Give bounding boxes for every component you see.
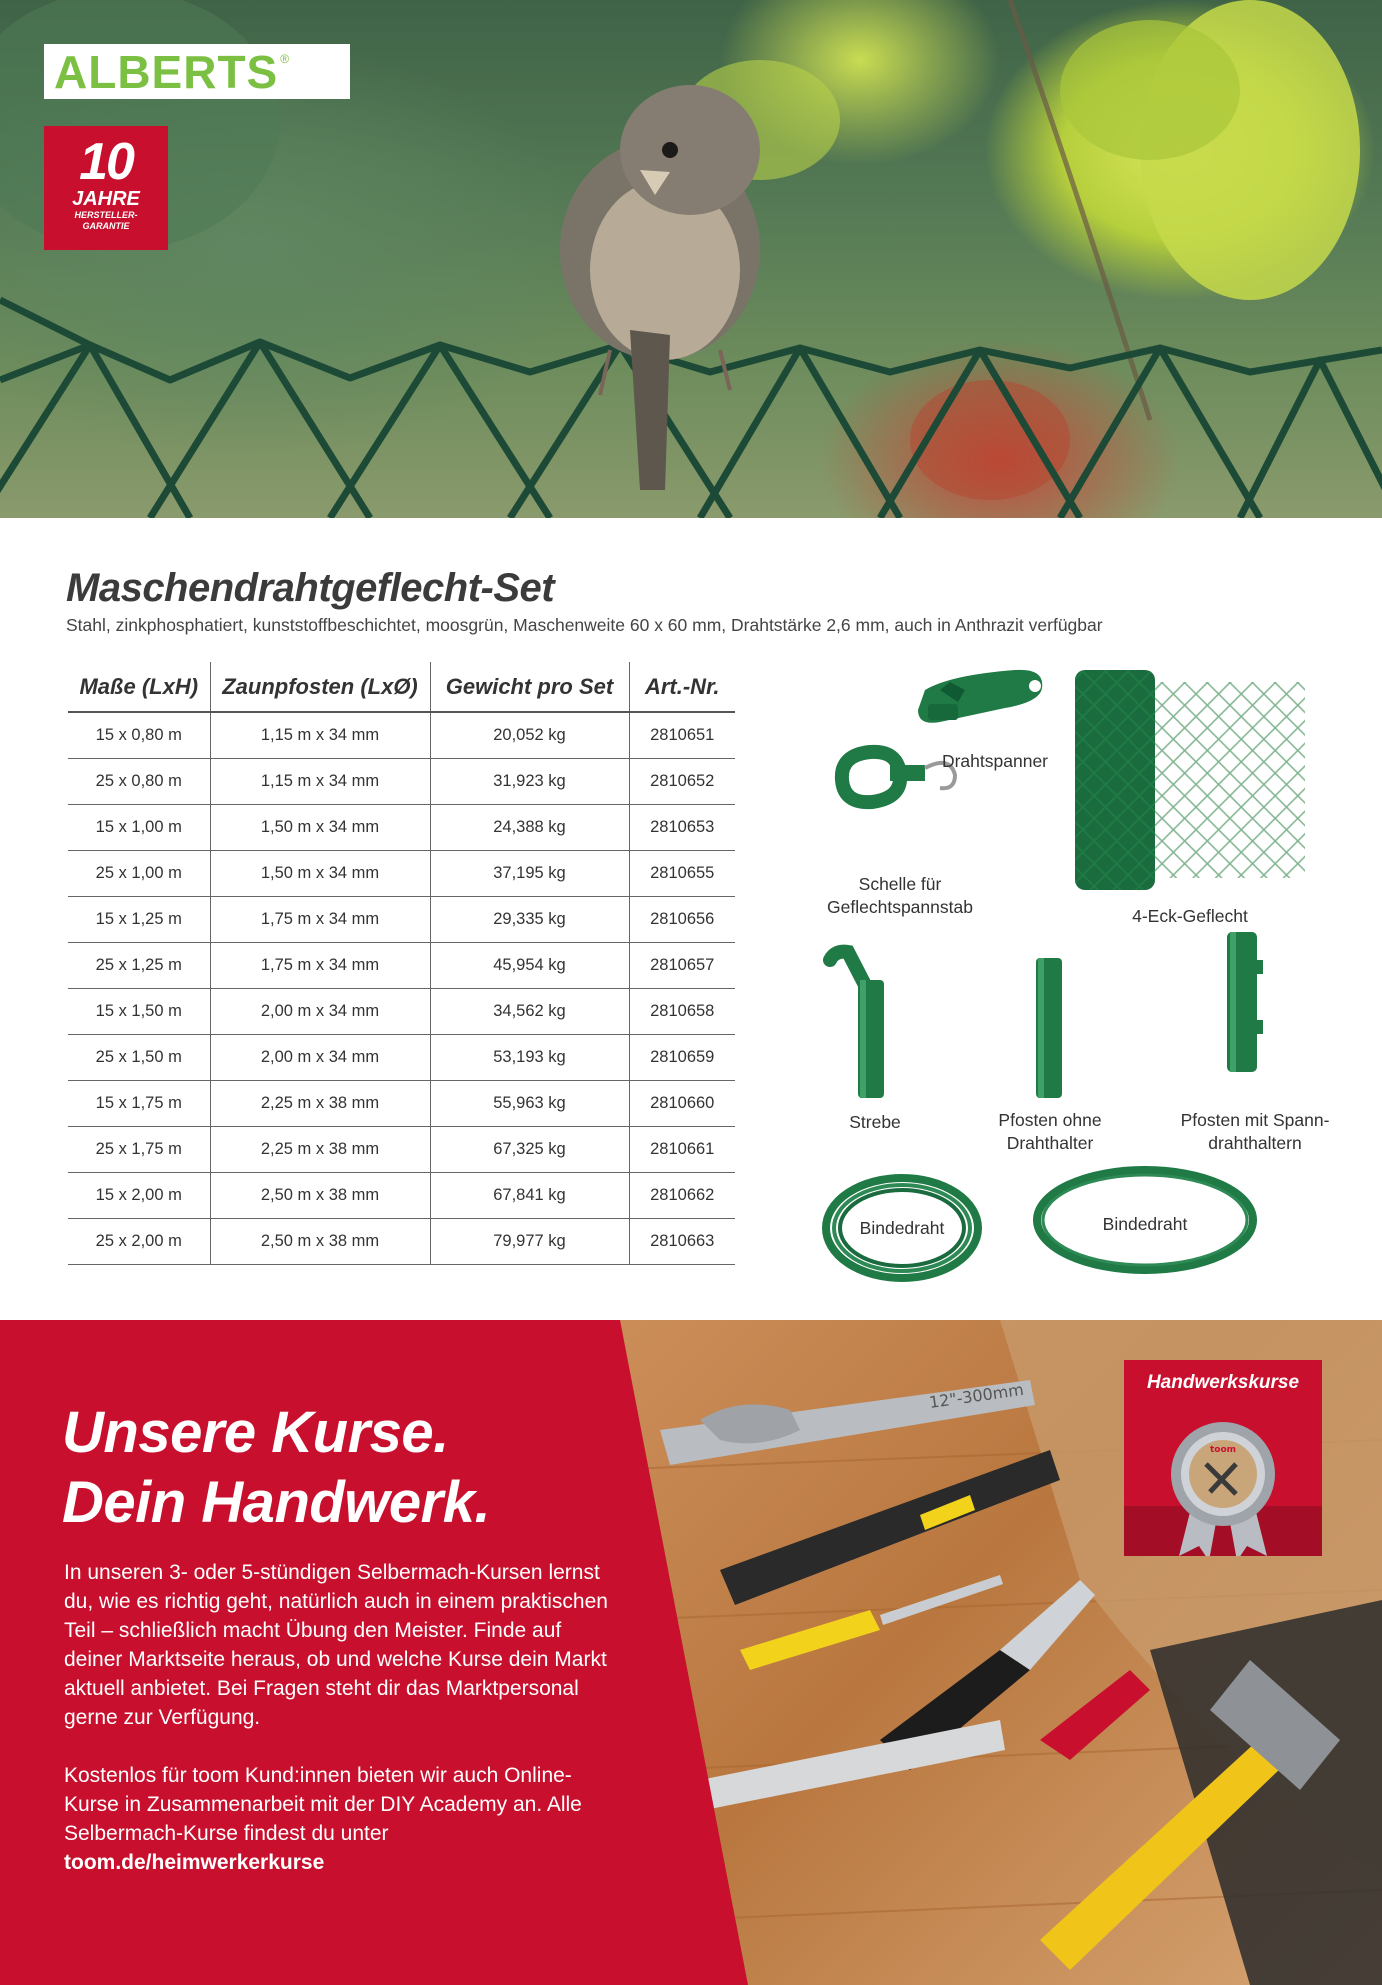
cell-article: 2810655: [629, 850, 735, 896]
label-pfosten-ohne-line2: Drahthalter: [1006, 1133, 1094, 1153]
table-row: [68, 1218, 735, 1264]
product-title: Maschendrahtgeflecht-Set: [66, 566, 555, 610]
cell-weight: 45,954 kg: [430, 942, 629, 988]
cell-posts: 2,00 m x 34 mm: [210, 1034, 430, 1080]
cell-weight: 55,963 kg: [430, 1080, 629, 1126]
courses-link[interactable]: toom.de/heimwerkerkurse: [64, 1851, 325, 1874]
courses-paragraph-2: [64, 1761, 624, 1877]
cell-weight: 37,195 kg: [430, 850, 629, 896]
cell-dimensions: 25 x 1,00 m: [68, 850, 210, 896]
table-row: [68, 942, 735, 988]
cell-dimensions: 25 x 1,50 m: [68, 1034, 210, 1080]
header-weight: Gewicht pro Set: [430, 662, 629, 712]
cell-dimensions: 25 x 1,25 m: [68, 942, 210, 988]
pfosten-ohne-icon: [1036, 958, 1062, 1098]
header-dimensions: Maße (LxH): [68, 662, 210, 712]
cell-weight: 53,193 kg: [430, 1034, 629, 1080]
cell-posts: 2,25 m x 38 mm: [210, 1126, 430, 1172]
drahtspanner-icon: [918, 670, 1042, 723]
cell-posts: 1,50 m x 34 mm: [210, 804, 430, 850]
warranty-years-number: 10: [79, 133, 133, 191]
cell-dimensions: 25 x 0,80 m: [68, 758, 210, 804]
label-pfosten-mit-line1: Pfosten mit Spann-: [1180, 1110, 1330, 1130]
cell-dimensions: 15 x 1,75 m: [68, 1080, 210, 1126]
cell-article: 2810656: [629, 896, 735, 942]
cell-article: 2810659: [629, 1034, 735, 1080]
cell-article: 2810660: [629, 1080, 735, 1126]
cell-article: 2810663: [629, 1218, 735, 1264]
table-row: [68, 896, 735, 942]
parts-illustration: [800, 660, 1360, 1300]
cell-dimensions: 15 x 1,50 m: [68, 988, 210, 1034]
cell-article: 2810658: [629, 988, 735, 1034]
cell-dimensions: 15 x 1,25 m: [68, 896, 210, 942]
warranty-years-label: JAHRE: [72, 188, 140, 210]
strebe-icon: [830, 952, 884, 1098]
courses-paragraph-1: In unseren 3- oder 5-stündigen Selbermach-Kursen lernst du, wie es richtig geht, natürlich auch in einem praktischen Teil – schließlich macht Übung den Meister. Finde auf deiner Marktseite heraus, ob und welche Kurse dein Markt aktuell anbietet. Bei Fragen steht dir das Marktpersonal gerne zur Verfügung.: [64, 1561, 608, 1729]
courses-title-line2: Dein Handwerk.: [62, 1470, 491, 1535]
warranty-sub-line2: GARANTIE: [82, 221, 130, 231]
registered-mark: ®: [280, 52, 290, 66]
bird: [560, 85, 760, 490]
cell-dimensions: 25 x 1,75 m: [68, 1126, 210, 1172]
geflecht-roll-icon: [1075, 670, 1305, 890]
label-bindedraht-2: Bindedraht: [1102, 1214, 1188, 1234]
label-pfosten-mit-line2: drahthaltern: [1208, 1133, 1302, 1153]
label-schelle: [800, 873, 1000, 919]
label-pfosten-ohne: [975, 1109, 1125, 1155]
label-drahtspanner: Drahtspanner: [941, 751, 1049, 771]
handwerkskurse-badge: [1124, 1360, 1322, 1556]
cell-weight: 31,923 kg: [430, 758, 629, 804]
label-pfosten-mit: [1155, 1109, 1355, 1155]
courses-paragraph-2-text: Kostenlos für toom Kund:innen bieten wir auch Online-Kurse in Zusammenarbeit mit der DIY Academy an. Alle Selbermach-Kurse findest du unter: [64, 1764, 582, 1845]
spec-table-header-row: [68, 662, 735, 712]
cell-posts: 2,50 m x 38 mm: [210, 1218, 430, 1264]
hero-image: [0, 0, 1382, 518]
seal-icon: [1124, 1406, 1322, 1556]
cell-weight: 29,335 kg: [430, 896, 629, 942]
courses-section: [0, 1320, 1382, 1985]
label-geflecht: 4-Eck-Geflecht: [1132, 906, 1248, 926]
cell-posts: 1,50 m x 34 mm: [210, 850, 430, 896]
cell-dimensions: 25 x 2,00 m: [68, 1218, 210, 1264]
cell-posts: 2,00 m x 34 mm: [210, 988, 430, 1034]
warranty-badge: [44, 126, 168, 250]
cell-posts: 1,15 m x 34 mm: [210, 712, 430, 758]
spec-table: [68, 662, 735, 1265]
seal-text: toom: [1209, 1445, 1237, 1455]
cell-weight: 24,388 kg: [430, 804, 629, 850]
cell-posts: 2,50 m x 38 mm: [210, 1172, 430, 1218]
cell-weight: 34,562 kg: [430, 988, 629, 1034]
label-bindedraht-1: Bindedraht: [859, 1218, 945, 1238]
product-description: Stahl, zinkphosphatiert, kunststoffbeschichtet, moosgrün, Maschenweite 60 x 60 mm, Drahtstärke 2,6 mm, auch in Anthrazit verfügbar: [66, 615, 1103, 635]
cell-weight: 67,325 kg: [430, 1126, 629, 1172]
label-schelle-line2: Geflechtspannstab: [827, 897, 973, 917]
cell-posts: 1,75 m x 34 mm: [210, 896, 430, 942]
cell-article: 2810662: [629, 1172, 735, 1218]
table-row: [68, 758, 735, 804]
cell-dimensions: 15 x 1,00 m: [68, 804, 210, 850]
courses-title-line1: Unsere Kurse.: [62, 1400, 449, 1465]
alberts-logo: [44, 44, 350, 99]
cell-posts: 1,15 m x 34 mm: [210, 758, 430, 804]
cell-posts: 2,25 m x 38 mm: [210, 1080, 430, 1126]
header-fence-posts: Zaunpfosten (LxØ): [210, 662, 430, 712]
cell-weight: 67,841 kg: [430, 1172, 629, 1218]
label-schelle-line1: Schelle für: [858, 874, 942, 894]
table-row: [68, 1126, 735, 1172]
cell-dimensions: 15 x 2,00 m: [68, 1172, 210, 1218]
cell-posts: 1,75 m x 34 mm: [210, 942, 430, 988]
cell-article: 2810653: [629, 804, 735, 850]
table-row: [68, 988, 735, 1034]
table-row: [68, 804, 735, 850]
table-row: [68, 712, 735, 758]
cell-article: 2810652: [629, 758, 735, 804]
cell-dimensions: 15 x 0,80 m: [68, 712, 210, 758]
cell-article: 2810657: [629, 942, 735, 988]
handwerkskurse-badge-title: Handwerkskurse: [1146, 1372, 1300, 1393]
cell-article: 2810651: [629, 712, 735, 758]
table-row: [68, 850, 735, 896]
cell-weight: 20,052 kg: [430, 712, 629, 758]
logo-text: ALBERTS: [54, 45, 279, 98]
cell-weight: 79,977 kg: [430, 1218, 629, 1264]
warranty-sub-line1: HERSTELLER-: [74, 210, 138, 220]
fence-parts-gallery: [800, 660, 1360, 1300]
courses-title: [62, 1398, 490, 1538]
ruler-label: 12"-300mm: [927, 1379, 1025, 1412]
courses-body: [64, 1558, 624, 1877]
label-pfosten-ohne-line1: Pfosten ohne: [998, 1110, 1102, 1130]
pfosten-mit-icon: [1227, 932, 1263, 1072]
cell-article: 2810661: [629, 1126, 735, 1172]
header-article-number: Art.-Nr.: [629, 662, 735, 712]
label-strebe: Strebe: [849, 1112, 901, 1132]
table-row: [68, 1034, 735, 1080]
table-row: [68, 1080, 735, 1126]
table-row: [68, 1172, 735, 1218]
